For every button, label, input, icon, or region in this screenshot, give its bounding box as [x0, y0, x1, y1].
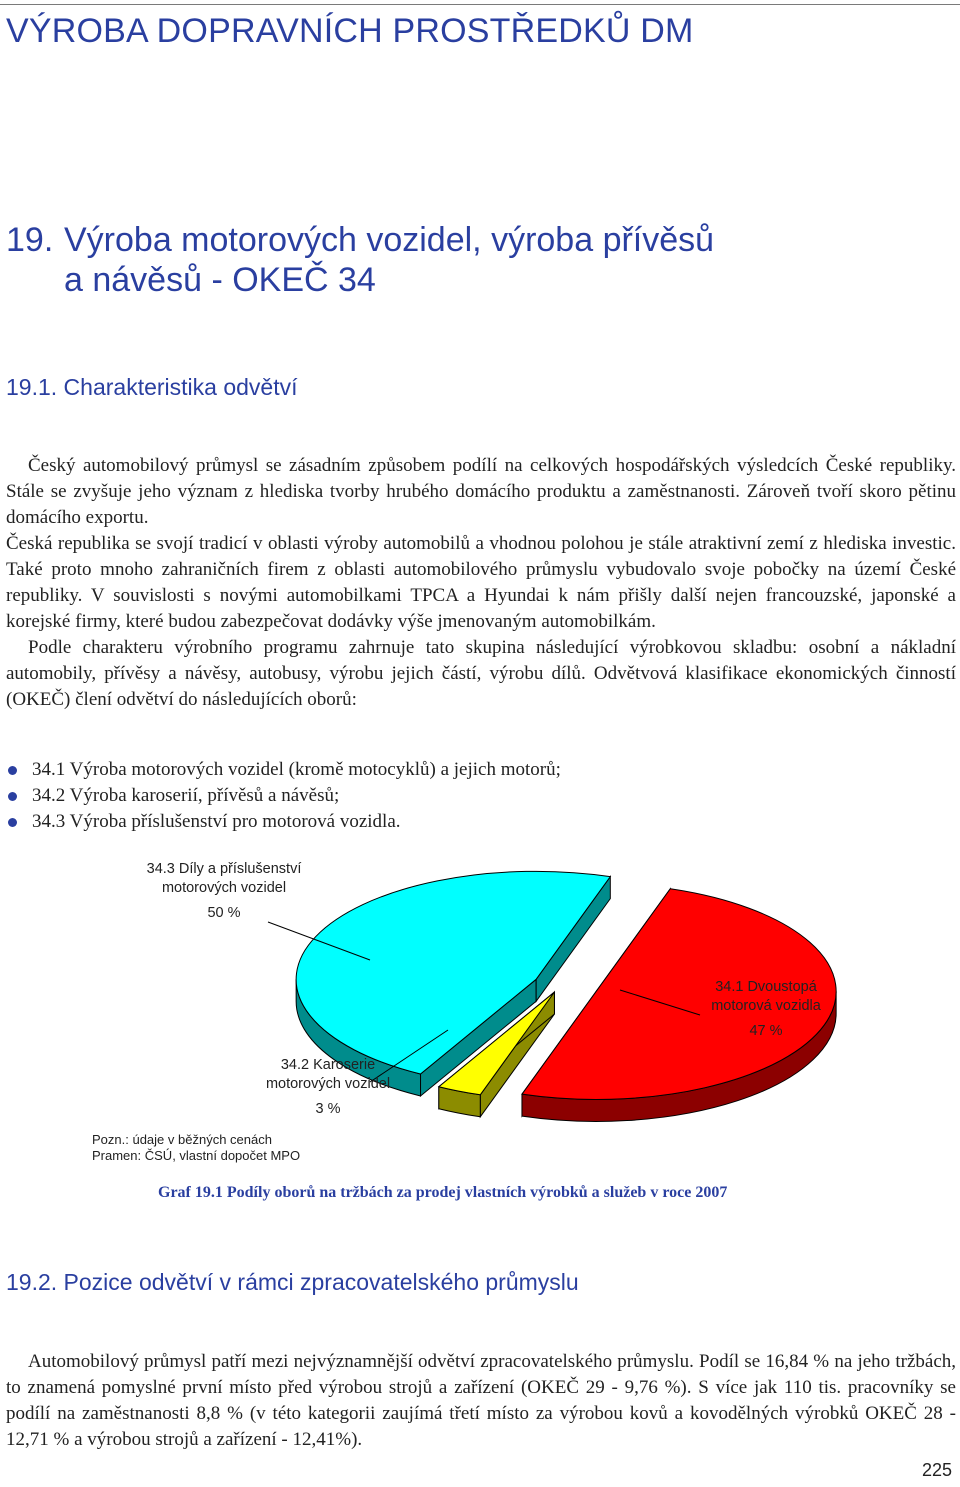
bullet-dot-icon [8, 792, 17, 801]
chapter-number: 19. [6, 221, 54, 259]
label-341-value: 47 % [749, 1023, 783, 1039]
chapter-title-line-1: Výroba motorových vozidel, výroba přívěsů [64, 221, 715, 259]
paragraph-2: Česká republika se svojí tradicí v oblasti výroby automobilů a vhodnou polohou je stále atraktivní zemí z hlediska investic. Také proto mnoho zahraničních firem z oblasti automobilového průmyslu vybudovalo svoje pobočky na území České republiky. V souvislosti s novými automobilkami TPCA a Hyundai k nám přišly další nejen francouzské, japonské a korejské firmy, které budou zabezpečovat dodávky výše jmenovaným automobilkám. [6, 533, 956, 632]
chapter-title [6, 220, 714, 300]
label-343-line-2: motorových vozidel [161, 880, 287, 896]
section-heading-19-2: 19.2. Pozice odvětví v rámci zpracovatelského průmyslu [6, 1269, 579, 1295]
okec-subsector-list [6, 757, 561, 835]
label-342-line-1: 34.2 Karoserie [280, 1057, 376, 1073]
list-item-text: 34.1 Výroba motorových vozidel (kromě motocyklů) a jejich motorů; [32, 759, 561, 780]
page-number: 225 [921, 1460, 952, 1480]
chart-note [92, 1132, 300, 1164]
section-1-body [6, 453, 956, 713]
chart-note-line-1: Pozn.: údaje v běžných cenách [92, 1132, 272, 1147]
list-item [6, 783, 561, 809]
paragraph-1: Český automobilový průmysl se zásadním způsobem podílí na celkových hospodářských výsledcích České republiky. Stále se zvyšuje jeho význam z hlediska tvorby hrubého domácího produktu a zaměstnanosti. Zároveň tvoří skoro pětinu domácího exportu. [6, 455, 956, 528]
label-342-line-2: motorových vozidel [265, 1076, 391, 1092]
list-item-text: 34.2 Výroba karoserií, přívěsů a návěsů; [32, 785, 340, 806]
paragraph-4: Automobilový průmysl patří mezi nejvýznamnější odvětví zpracovatelského průmyslu. Podíl se 16,84 % na jeho tržbách, to znamená pomyslné první místo před výrobou strojů a zařízení (OKEČ 29 - 9,76 %). S více jak 110 tis. pracovníky se podílí na zaměstnanosti 8,8 % (v této kategorii zaujímá třetí místo za výrobou kovů a kovodělných výrobků OKEČ 28 - 12,71 % a výrobou strojů a zařízení - 12,41%). [6, 1351, 956, 1450]
chart-caption: Graf 19.1 Podíly oborů na tržbách za prodej vlastních výrobků a služeb v roce 2007 [158, 1184, 728, 1201]
label-341 [696, 978, 836, 1041]
label-342-value: 3 % [315, 1101, 341, 1117]
bullet-dot-icon [8, 818, 17, 827]
label-342 [254, 1056, 402, 1119]
chapter-title-line-2: a návěsů - OKEČ 34 [64, 261, 376, 299]
label-341-line-2: motorová vozidla [711, 998, 821, 1014]
label-341-line-1: 34.1 Dvoustopá [715, 979, 817, 995]
section-2-body [6, 1349, 956, 1453]
label-343-value: 50 % [207, 905, 241, 921]
chart-note-line-2: Pramen: ČSÚ, vlastní dopočet MPO [92, 1148, 301, 1163]
paragraph-3: Podle charakteru výrobního programu zahrnuje tato skupina následující výrobkovou skladbu: osobní a nákladní automobily, přívěsy a návěsy, autobusy, výrobu jejich částí, výrobu dílů. Odvětvová klasifikace ekonomických činností (OKEČ) člení odvětví do následujících oborů: [6, 637, 956, 710]
header-rule [0, 4, 960, 5]
running-header-title: VÝROBA DOPRAVNÍCH PROSTŘEDKŮ DM [6, 12, 694, 50]
pie-chart [0, 850, 960, 1180]
list-item-text: 34.3 Výroba příslušenství pro motorová vozidla. [32, 811, 401, 832]
label-343 [130, 860, 318, 923]
list-item [6, 757, 561, 783]
bullet-dot-icon [8, 766, 17, 775]
list-item [6, 809, 561, 835]
label-343-line-1: 34.3 Díly a příslušenství [146, 861, 302, 877]
section-heading-19-1: 19.1. Charakteristika odvětví [6, 374, 298, 400]
